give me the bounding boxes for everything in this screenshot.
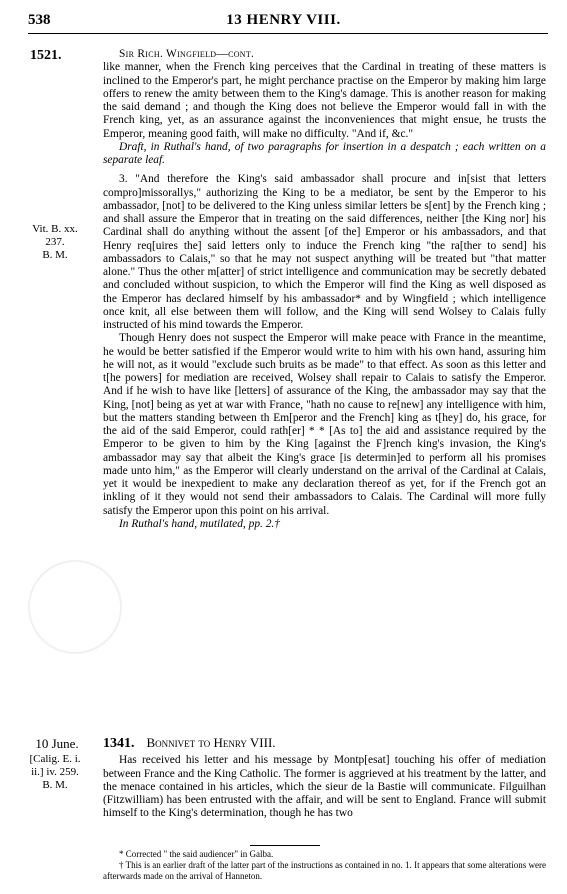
paragraph: Has received his letter and his message by Montp[esat] touching his offer of mediation between France and the King Catholic. The former is aggrieved at his treatment by the latter, and the menace contained in his articles, which the sieur de la Bastie will communicate. Filguilhan (Fitzwilliam) has been entrusted with the affair, and will be sent to England. France will submit himself to the King's determination, though he has two: [103, 754, 546, 820]
paragraph: like manner, when the French king perceives that the Cardinal in treating of these matters is inclined to the Emperor's part, he might perchance practise on the Emperor by making him large offers to renew the amity between them to the King's damage. This is another reason for making the said demand ; and though the King does not believe the Emperor would fall in with the French king, yet, as an assurance against the inconveniences that might ensue, he trusts the Emperor, meaning good faith, will make no difficulty. "And if, &c.": [103, 61, 546, 140]
entry-number: 1341.: [103, 736, 135, 751]
year-label: 1521.: [30, 48, 62, 63]
correspondent-name: Sir Rich. Wingfield—cont.: [119, 48, 255, 60]
margin-ref-line: B. M.: [42, 249, 68, 261]
footnote: * Corrected " the said audiencer" in Galba.: [119, 849, 274, 859]
margin-reference-1: [20, 223, 90, 262]
section-bonnivet: [103, 736, 546, 821]
footnote: † This is an earlier draft of the latter part of the instructions as contained in no. 1. It appears that some alterations were afterwards made on the arrival of Hanneton.: [103, 860, 546, 881]
header-rule: [28, 33, 548, 34]
section-heading: [103, 48, 546, 61]
library-stamp-watermark: [11, 543, 139, 671]
section-wingfield: [103, 48, 546, 531]
editorial-note: Draft, in Ruthal's hand, of two paragraphs for insertion in a despatch ; each written on a separate leaf.: [103, 140, 546, 166]
footnotes: [103, 849, 546, 882]
running-title: 13 HENRY VIII.: [226, 12, 341, 28]
margin-reference-2: [20, 753, 90, 792]
margin-ref-line: B. M.: [42, 779, 68, 791]
editorial-note: In Ruthal's hand, mutilated, pp. 2.†: [119, 517, 280, 530]
margin-ref-line: ii.] iv. 259.: [31, 766, 79, 778]
paragraph: 3. "And therefore the King's said ambassador shall procure and in[sist that letters compro]missorallys," authorizing the King to be a mediator, be sent by the Emperor to his ambassador, [not] to be delivered to the King unless similar letters be s[ent] by the French king ; and shall assure the Emperor that in treating on the said differences, neither [the King nor] his Cardinal shall do anything without the assent [of the] Emperor or his ambassadors, and that Henry req[uires the] said letters only to induce the French king "the ra[ther to send] his ambassadors to Calais," so that he may not suspect anything will be treated but "that matter alone." Thus the other m[atter] of strict intelligence and communication may be secretly debated and concluded without suspicion, to which the Emperor will find the King as well disposed as the Emperor has declared himself by his ambassador* and by Wingfield ; which intelligence once knit, all else between them will follow, and the King will send Wolsey to Calais fully instructed of his mind towards the Emperor.: [103, 173, 546, 331]
entry-date: 10 June.: [35, 736, 79, 751]
entry-title: Bonnivet to Henry VIII.: [146, 735, 276, 750]
paragraph: Though Henry does not suspect the Emperor will make peace with France in the meantime, he would be better satisfied if the Emperor would write to him with his own hand, assuring him he will not, as it would "exclude such bruits as be made" to that effect. As soon as this letter and t[he powers] for mediation are received, Wolsey shall repair to Calais to satisfy the Emperor. And if he wish to have like [letters] of assurance of the King, the ambassador may say that the King, [not] being as yet at war with France, "hath no cause to re[new] any intelligence with him, but the matters standing between th Em[peror and the French] king as t[hey] do, his grace, for the aid of the said Emperor, could rath[er] * * [As to] the aid and assistance required by the Emperor to be given to him by the King [against the F]rench king's invasion, the King's ambassador may say that albeit the King's grace [is determin]ed to perform all his promises made unto him," as the Emperor will clearly understand on the arrival of the Cardinal at Calais, yet it would be inexpedient to make any declaration thereof as yet, for if the French got an inkling of it they would not send their ambassadors to Calais. The Cardinal will more fully satisfy the Emperor upon this point on his arrival.: [103, 332, 546, 517]
margin-ref-line: 237.: [45, 236, 65, 248]
entry-heading: [103, 736, 546, 751]
page-number: 538: [28, 12, 51, 28]
margin-ref-line: Vit. B. xx.: [32, 223, 78, 235]
margin-ref-line: [Calig. E. i.: [29, 753, 81, 765]
footnote-rule: [250, 845, 320, 846]
